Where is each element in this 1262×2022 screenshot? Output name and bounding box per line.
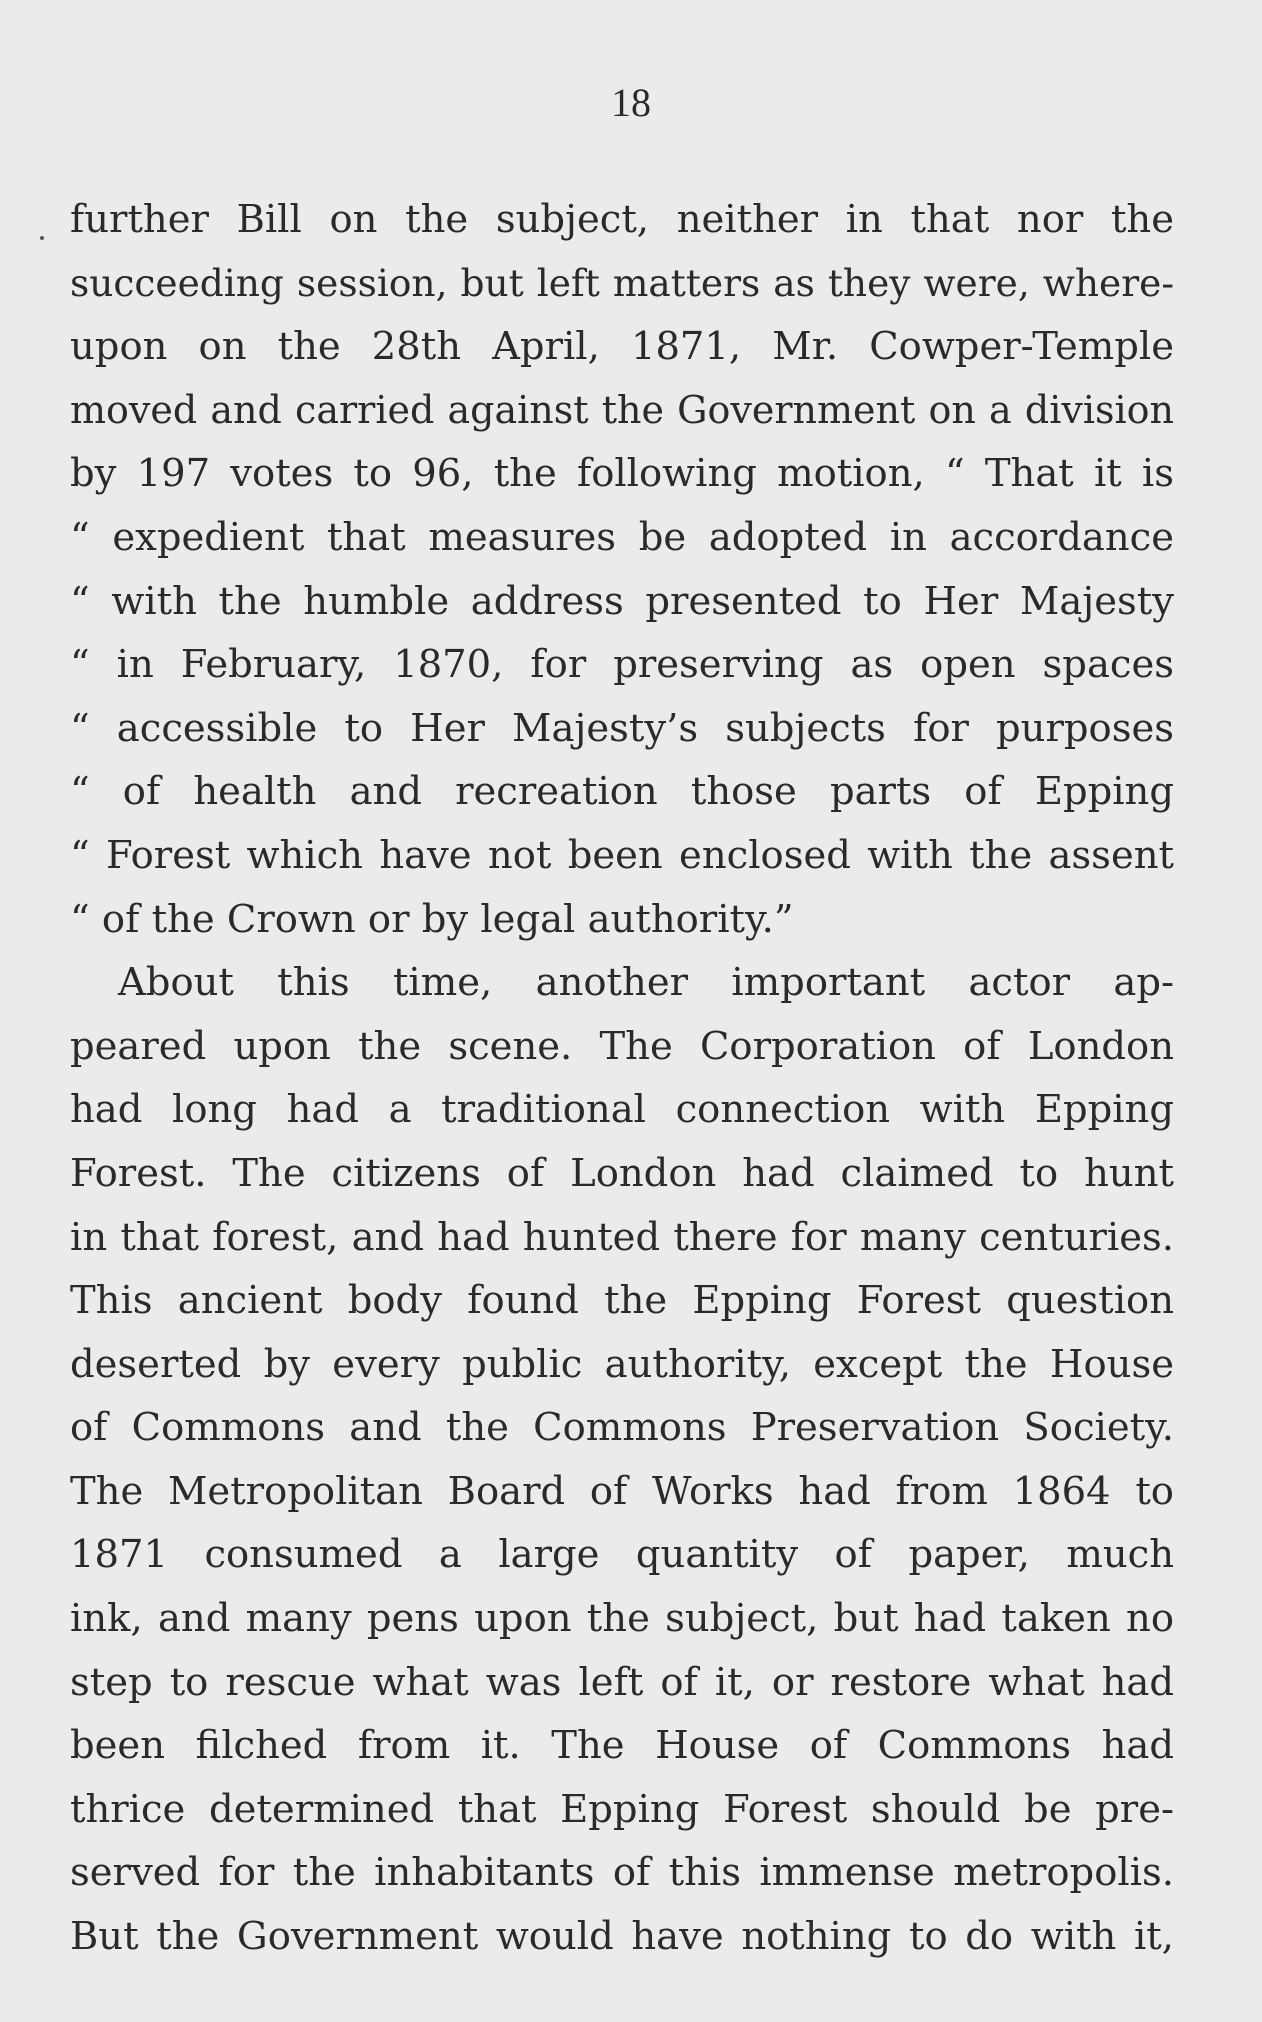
text-line: “ Forest which have not been enclosed with the assent xyxy=(70,832,1174,878)
text-line: The Metropolitan Board of Works had from 1864 to xyxy=(70,1468,1174,1514)
text-line: “ in February, 1870, for preserving as open spaces xyxy=(70,642,1174,688)
text-line: in that forest, and had hunted there for many centuries. xyxy=(70,1214,1174,1260)
text-line: “ accessible to Her Majesty’s subjects for purposes xyxy=(70,705,1174,751)
text-line: Forest. The citizens of London had claimed to hunt xyxy=(70,1150,1174,1196)
text-line: “ expedient that measures be adopted in accordance xyxy=(70,514,1174,560)
text-line: deserted by every public authority, except the House xyxy=(70,1341,1174,1387)
text-line: of Commons and the Commons Preservation Society. xyxy=(70,1405,1174,1451)
text-line: But the Government would have nothing to do with it, xyxy=(70,1914,1174,1960)
text-line: “ of health and recreation those parts of Epping xyxy=(70,769,1174,815)
text-line: 1871 consumed a large quantity of paper, much xyxy=(70,1532,1174,1578)
page-number: 18 xyxy=(611,80,651,125)
text-line: ink, and many pens upon the subject, but had taken no xyxy=(70,1596,1174,1642)
text-line: step to rescue what was left of it, or restore what had xyxy=(70,1659,1174,1705)
body-text xyxy=(70,188,1174,1969)
paragraph-start-line: About this time, another important actor ap- xyxy=(118,960,1174,1006)
text-line: served for the inhabitants of this immense metropolis. xyxy=(70,1850,1174,1896)
text-line: moved and carried against the Government on a division xyxy=(70,387,1174,432)
text-line: by 197 votes to 96, the following motion, “ That it is xyxy=(70,451,1174,497)
text-line: This ancient body found the Epping Forest question xyxy=(70,1278,1174,1324)
text-line: “ with the humble address presented to Her Majesty xyxy=(70,578,1174,624)
text-line: had long had a traditional connection with Epping xyxy=(70,1087,1174,1133)
ink-speck xyxy=(40,236,44,240)
text-line: peared upon the scene. The Corporation of London xyxy=(70,1023,1174,1069)
text-line: been filched from it. The House of Commons had xyxy=(70,1723,1174,1769)
text-line: succeeding session, but left matters as they were, where- xyxy=(70,260,1174,305)
text-line: thrice determined that Epping Forest should be pre- xyxy=(70,1786,1174,1832)
text-line: further Bill on the subject, neither in that nor the xyxy=(70,197,1174,242)
text-line: “ of the Crown or by legal authority.” xyxy=(70,896,794,942)
text-line: upon on the 28th April, 1871, Mr. Cowper-Temple xyxy=(70,324,1174,370)
